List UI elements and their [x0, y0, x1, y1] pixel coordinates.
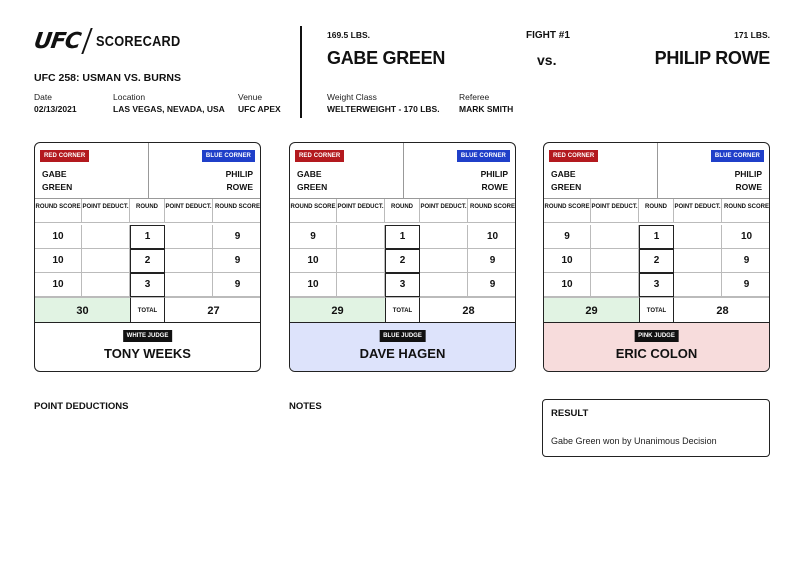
red-point-deduction [82, 273, 130, 297]
red-round-score: 10 [290, 249, 337, 273]
red-round-score: 10 [544, 249, 591, 273]
red-total: 29 [290, 297, 385, 323]
referee-label: Referee [459, 92, 490, 102]
red-round-score: 9 [544, 225, 591, 249]
point-deductions-heading: POINT DEDUCTIONS [34, 401, 129, 412]
red-last-name: GREEN [42, 182, 73, 192]
blue-point-deduction [420, 249, 468, 273]
blue-point-deduction [420, 273, 468, 297]
red-point-deduction [337, 273, 385, 297]
red-last-name: GREEN [551, 182, 582, 192]
corner-divider [148, 143, 149, 199]
blue-corner-tag: BLUE CORNER [202, 150, 255, 162]
blue-point-deduction [674, 225, 722, 249]
result-heading: RESULT [551, 408, 589, 419]
round-number: 1 [639, 225, 674, 249]
judge-area [35, 323, 260, 372]
blue-first-name: PHILIP [480, 169, 508, 179]
weight-class-value: WELTERWEIGHT - 170 LBS. [327, 104, 440, 114]
red-fighter [297, 168, 327, 194]
blue-point-deduction-header: POINT DEDUCT. [165, 199, 213, 223]
corner-header [544, 143, 769, 199]
red-point-deduction [591, 225, 639, 249]
blue-round-score: 9 [213, 225, 261, 249]
red-total: 29 [544, 297, 639, 323]
blue-round-score-header: ROUND SCORE [213, 199, 261, 223]
blue-round-score: 10 [468, 225, 516, 249]
blue-point-deduction [165, 273, 213, 297]
result-text: Gabe Green won by Unanimous Decision [551, 436, 717, 446]
blue-round-score: 9 [722, 273, 770, 297]
corner-divider [403, 143, 404, 199]
blue-round-score: 9 [722, 249, 770, 273]
red-round-score: 10 [35, 225, 82, 249]
blue-fighter [481, 168, 508, 194]
ufc-logo [34, 26, 195, 56]
location-label: Location [113, 92, 146, 102]
round-number: 1 [385, 225, 420, 249]
red-fighter-name: GABE GREEN [327, 48, 446, 68]
date-label: Date [34, 92, 52, 102]
red-point-deduction-header: POINT DEDUCT. [82, 199, 130, 223]
red-round-score: 10 [35, 273, 82, 297]
judge-scorecard-3 [543, 142, 770, 372]
header-divider [300, 26, 302, 118]
scorecard-title: SCORECARD [96, 32, 181, 50]
referee-value: MARK SMITH [459, 104, 514, 114]
blue-point-deduction [165, 225, 213, 249]
blue-fighter-weight: 171 LBS. [734, 30, 770, 40]
judge-name: ERIC COLON [615, 346, 698, 361]
location-value: LAS VEGAS, NEVADA, USA [113, 104, 225, 114]
round-number: 3 [639, 273, 674, 297]
round-number: 3 [385, 273, 420, 297]
red-fighter [551, 168, 581, 194]
blue-round-score: 10 [722, 225, 770, 249]
blue-last-name: ROWE [481, 182, 508, 192]
red-total: 30 [35, 297, 130, 323]
red-point-deduction [591, 249, 639, 273]
red-round-score: 10 [544, 273, 591, 297]
judge-scorecard-1 [34, 142, 261, 372]
blue-round-score-header: ROUND SCORE [722, 199, 770, 223]
weight-class-label: Weight Class [327, 92, 377, 102]
blue-round-score-header: ROUND SCORE [468, 199, 516, 223]
round-number-header: ROUND [639, 199, 674, 223]
round-number-header: ROUND [130, 199, 165, 223]
judge-area [544, 323, 769, 372]
result-box [542, 399, 770, 457]
blue-total: 28 [420, 297, 516, 323]
blue-total: 28 [674, 297, 770, 323]
red-round-score: 10 [290, 273, 337, 297]
blue-point-deduction [674, 273, 722, 297]
red-first-name: GABE [297, 169, 322, 179]
blue-total: 27 [165, 297, 261, 323]
red-fighter [42, 168, 72, 194]
red-point-deduction [337, 225, 385, 249]
corner-header [35, 143, 260, 199]
red-corner-tag: RED CORNER [40, 150, 89, 162]
round-number: 2 [639, 249, 674, 273]
judge-name: DAVE HAGEN [359, 346, 446, 361]
judge-scorecard-2 [289, 142, 516, 372]
red-point-deduction [82, 249, 130, 273]
red-point-deduction-header: POINT DEDUCT. [337, 199, 385, 223]
judge-color-tag: BLUE JUDGE [379, 330, 426, 342]
blue-point-deduction [165, 249, 213, 273]
logo-divider [81, 28, 92, 54]
venue-label: Venue [238, 92, 263, 102]
ufc-logo-text: UFC [32, 28, 82, 54]
red-point-deduction [591, 273, 639, 297]
round-number: 2 [385, 249, 420, 273]
corner-divider [657, 143, 658, 199]
round-number: 2 [130, 249, 165, 273]
red-last-name: GREEN [297, 182, 328, 192]
total-label: TOTAL [639, 297, 674, 323]
blue-first-name: PHILIP [734, 169, 762, 179]
judge-color-tag: WHITE JUDGE [123, 330, 173, 342]
blue-round-score: 9 [213, 273, 261, 297]
blue-last-name: ROWE [735, 182, 762, 192]
corner-header [290, 143, 515, 199]
red-point-deduction [82, 225, 130, 249]
red-round-score-header: ROUND SCORE [544, 199, 591, 223]
blue-point-deduction-header: POINT DEDUCT. [420, 199, 468, 223]
blue-corner-tag: BLUE CORNER [457, 150, 510, 162]
blue-round-score: 9 [213, 249, 261, 273]
blue-round-score: 9 [468, 249, 516, 273]
blue-fighter [226, 168, 253, 194]
round-number-header: ROUND [385, 199, 420, 223]
versus-label: vs. [537, 52, 557, 68]
red-corner-tag: RED CORNER [549, 150, 598, 162]
total-label: TOTAL [130, 297, 165, 323]
date-value: 02/13/2021 [34, 104, 77, 114]
red-round-score: 10 [35, 249, 82, 273]
red-round-score: 9 [290, 225, 337, 249]
round-number: 1 [130, 225, 165, 249]
red-round-score-header: ROUND SCORE [35, 199, 82, 223]
blue-point-deduction [420, 225, 468, 249]
red-point-deduction [337, 249, 385, 273]
event-name: UFC 258: USMAN VS. BURNS [34, 72, 182, 84]
judge-name: TONY WEEKS [104, 346, 191, 361]
red-round-score-header: ROUND SCORE [290, 199, 337, 223]
red-corner-tag: RED CORNER [295, 150, 344, 162]
red-first-name: GABE [551, 169, 576, 179]
judge-color-tag: PINK JUDGE [634, 330, 679, 342]
judge-area [290, 323, 515, 372]
blue-corner-tag: BLUE CORNER [711, 150, 764, 162]
blue-round-score: 9 [468, 273, 516, 297]
blue-last-name: ROWE [226, 182, 253, 192]
red-fighter-weight: 169.5 LBS. [327, 30, 370, 40]
red-first-name: GABE [42, 169, 67, 179]
blue-point-deduction-header: POINT DEDUCT. [674, 199, 722, 223]
blue-first-name: PHILIP [225, 169, 253, 179]
venue-value: UFC APEX [238, 104, 281, 114]
notes-heading: NOTES [289, 401, 322, 412]
round-number: 3 [130, 273, 165, 297]
fight-number: FIGHT #1 [526, 30, 570, 41]
red-point-deduction-header: POINT DEDUCT. [591, 199, 639, 223]
blue-point-deduction [674, 249, 722, 273]
total-label: TOTAL [385, 297, 420, 323]
blue-fighter [735, 168, 762, 194]
blue-fighter-name: PHILIP ROWE [654, 48, 770, 68]
